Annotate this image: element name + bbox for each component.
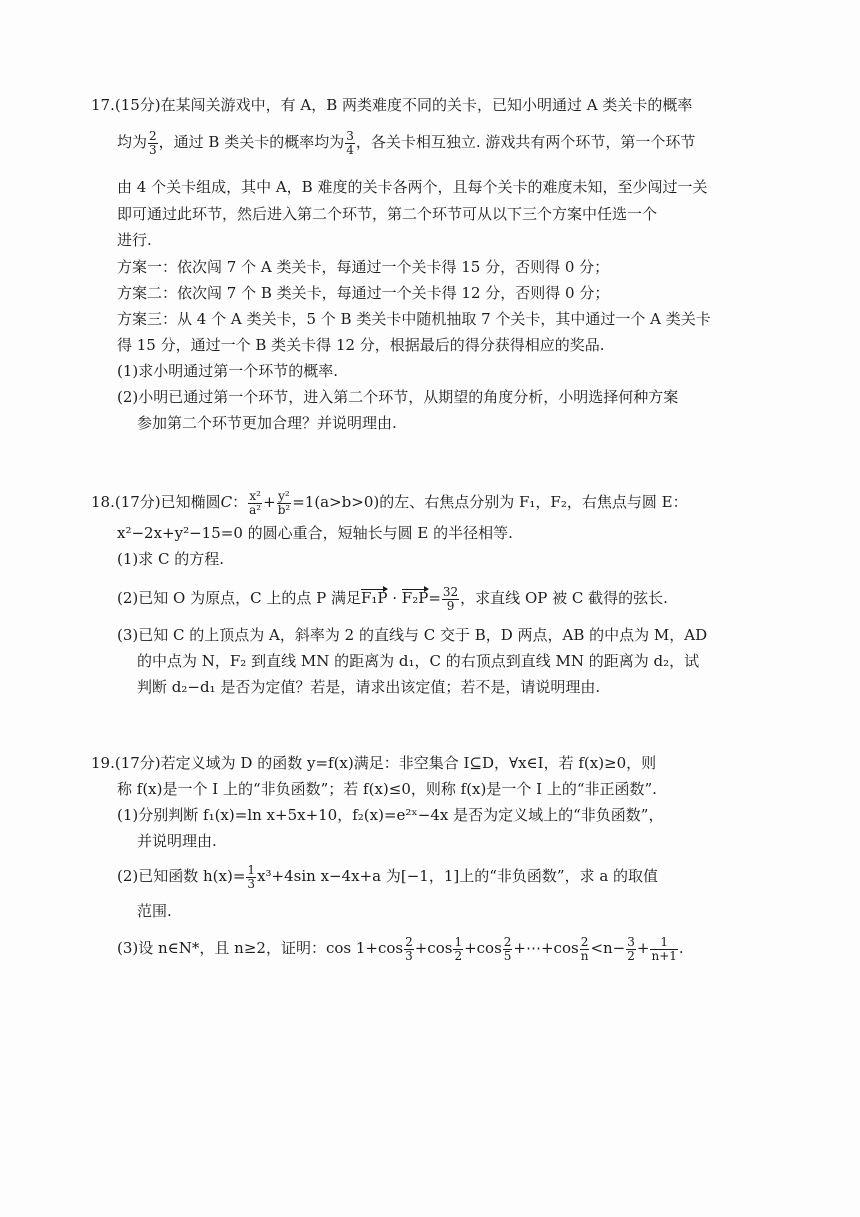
fraction-denominator: b²: [277, 502, 291, 517]
fraction-denominator: 9: [446, 598, 455, 613]
fraction-2-3: [148, 130, 158, 156]
q17-plan-3: 方案三：从 4 个 A 类关卡，5 个 B 类关卡中随机抽取 7 个关卡，其中通过一个 A 类关卡: [117, 310, 711, 328]
q17-line-2: [117, 130, 695, 156]
q18-part-1: (1)求 C 的方程.: [117, 550, 225, 568]
fraction-numerator: y²: [278, 489, 290, 503]
q17-text: ，各关卡相互独立. 游戏共有两个环节，第一个环节: [355, 133, 696, 152]
fraction-x2-a2: [248, 490, 262, 516]
fraction-32-9: [442, 586, 459, 612]
fraction-denominator: a²: [249, 502, 262, 517]
fraction-numerator: 2: [405, 935, 413, 949]
fraction-numerator: 1: [650, 936, 677, 950]
fraction-2-5: [503, 936, 513, 962]
q17-plan-1: 方案一：依次闯 7 个 A 类关卡，每通过一个关卡得 15 分，否则得 0 分；: [117, 258, 610, 276]
q17-line-4: 即可通过此环节，然后进入第二个环节，第二个环节可从以下三个方案中任选一个: [117, 205, 658, 223]
q18-part-2: [117, 586, 668, 612]
fraction-1-3: [246, 864, 256, 890]
fraction-2-n: [580, 936, 590, 962]
q18-text: (2)已知 O 为原点，C 上的点 P 满足: [117, 589, 361, 608]
fraction-denominator: 3: [405, 948, 413, 963]
q17-line-3: 由 4 个关卡组成，其中 A，B 难度的关卡各两个，且每个关卡的难度未知，至少闯过一关: [117, 178, 708, 196]
fraction-denominator: 2: [454, 948, 463, 963]
q17-part-1: (1)求小明通过第一个环节的概率.: [117, 362, 339, 380]
q17-line-5: 进行.: [117, 231, 152, 249]
fraction-y2-b2: [277, 490, 292, 516]
fraction-numerator: 2: [503, 935, 512, 949]
fraction-numerator: 2: [149, 129, 157, 143]
q18-text: 18.(17分)已知椭圆: [91, 493, 221, 512]
q18-part-3-cont: 判断 d₂−d₁ 是否为定值？若是，请求出该定值；若不是，请说明理由.: [137, 678, 601, 696]
q18-part-3: (3)已知 C 的上顶点为 A，斜率为 2 的直线与 C 交于 B，D 两点，AB 的中点为 M，AD: [117, 626, 708, 644]
fraction-numerator: x²: [249, 489, 261, 503]
vector-f1p: F₁P: [360, 589, 388, 608]
q18-line-1: [91, 490, 688, 516]
fraction-1-2: [453, 936, 463, 962]
q19-text: +: [636, 939, 650, 958]
q17-text: ，通过 B 类关卡的概率均为: [158, 133, 345, 152]
q18-text: =: [428, 589, 441, 608]
q19-part-1: (1)分别判断 f₁(x)=ln x+5x+10，f₂(x)=e²ˣ−4x 是否为定义域上的“非负函数”，: [117, 806, 664, 824]
fraction-numerator: 32: [442, 585, 459, 599]
q19-part-1-cont: 并说明理由.: [137, 832, 217, 850]
fraction-denominator: n+1: [651, 948, 677, 963]
fraction-numerator: 1: [247, 863, 256, 877]
fraction-3-2: [626, 936, 636, 962]
q18-line-2: x²−2x+y²−15=0 的圆心重合，短轴长与圆 E 的半径相等.: [117, 524, 513, 542]
q17-part-2-cont: 参加第二个环节更加合理？并说明理由.: [137, 414, 397, 432]
q18-text: ：: [232, 493, 248, 512]
q19-text: .: [678, 939, 684, 958]
q19-line-2: 称 f(x)是一个 I 上的“非负函数”；若 f(x)≤0，则称 f(x)是一个 I 上的“非正函数”.: [117, 780, 657, 798]
fraction-denominator: 2: [627, 948, 635, 963]
q17-line-1: 17.(15分)在某闯关游戏中，有 A，B 两类难度不同的关卡，已知小明通过 A 类关卡的概率: [91, 96, 693, 114]
q17-line-9: 得 15 分，通过一个 B 类关卡得 12 分，根据最后的得分获得相应的奖品.: [117, 336, 605, 354]
q17-plan-2: 方案二：依次闯 7 个 B 类关卡，每通过一个关卡得 12 分，否则得 0 分；: [117, 284, 610, 302]
fraction-denominator: 3: [149, 142, 157, 157]
q19-text: +cos: [414, 939, 453, 958]
q19-part-3: [117, 936, 684, 962]
fraction-2-3: [404, 936, 414, 962]
q19-text: +cos: [464, 939, 502, 958]
q18-part-3-cont: 的中点为 N，F₂ 到直线 MN 的距离为 d₁，C 的右顶点到直线 MN 的距离为 d₂，试: [137, 652, 700, 670]
q18-text: =1(a>b>0)的左、右焦点分别为 F₁，F₂，右焦点与圆 E：: [292, 493, 688, 512]
q19-text: (2)已知函数 h(x)=: [117, 867, 246, 886]
fraction-numerator: 1: [454, 935, 463, 949]
fraction-numerator: 3: [346, 129, 354, 143]
ellipse-symbol: C: [220, 493, 233, 512]
fraction-denominator: 4: [346, 142, 354, 157]
q19-text: x³+4sin x−4x+a 为[−1，1]上的“非负函数”，求 a 的取值: [257, 867, 659, 886]
fraction-3-4: [345, 130, 355, 156]
fraction-numerator: 3: [627, 935, 635, 949]
q17-part-2: (2)小明已通过第一个环节，进入第二个环节，从期望的角度分析，小明选择何种方案: [117, 388, 679, 406]
q19-text: (3)设 n∈N*，且 n≥2，证明：cos 1+cos: [117, 939, 404, 958]
fraction-denominator: n: [580, 948, 589, 963]
q18-text: +: [263, 493, 276, 512]
fraction-denominator: 5: [503, 948, 512, 963]
q19-part-2: [117, 864, 658, 890]
q19-line-1: 19.(17分)若定义域为 D 的函数 y=f(x)满足：非空集合 I⊆D，∀x∈I，若 f(x)≥0，则: [91, 754, 657, 772]
q17-text: 均为: [117, 133, 148, 152]
q19-part-2-cont: 范围.: [137, 902, 172, 920]
vector-f2p: F₂P: [401, 589, 429, 608]
fraction-denominator: 3: [247, 876, 256, 891]
q19-text: <n−: [590, 939, 626, 958]
q18-text: ·: [387, 589, 402, 608]
q19-text: +⋯+cos: [513, 939, 579, 958]
q18-text: ，求直线 OP 被 C 截得的弦长.: [460, 589, 668, 608]
fraction-1-n-plus-1: [650, 936, 677, 962]
fraction-numerator: 2: [580, 935, 589, 949]
